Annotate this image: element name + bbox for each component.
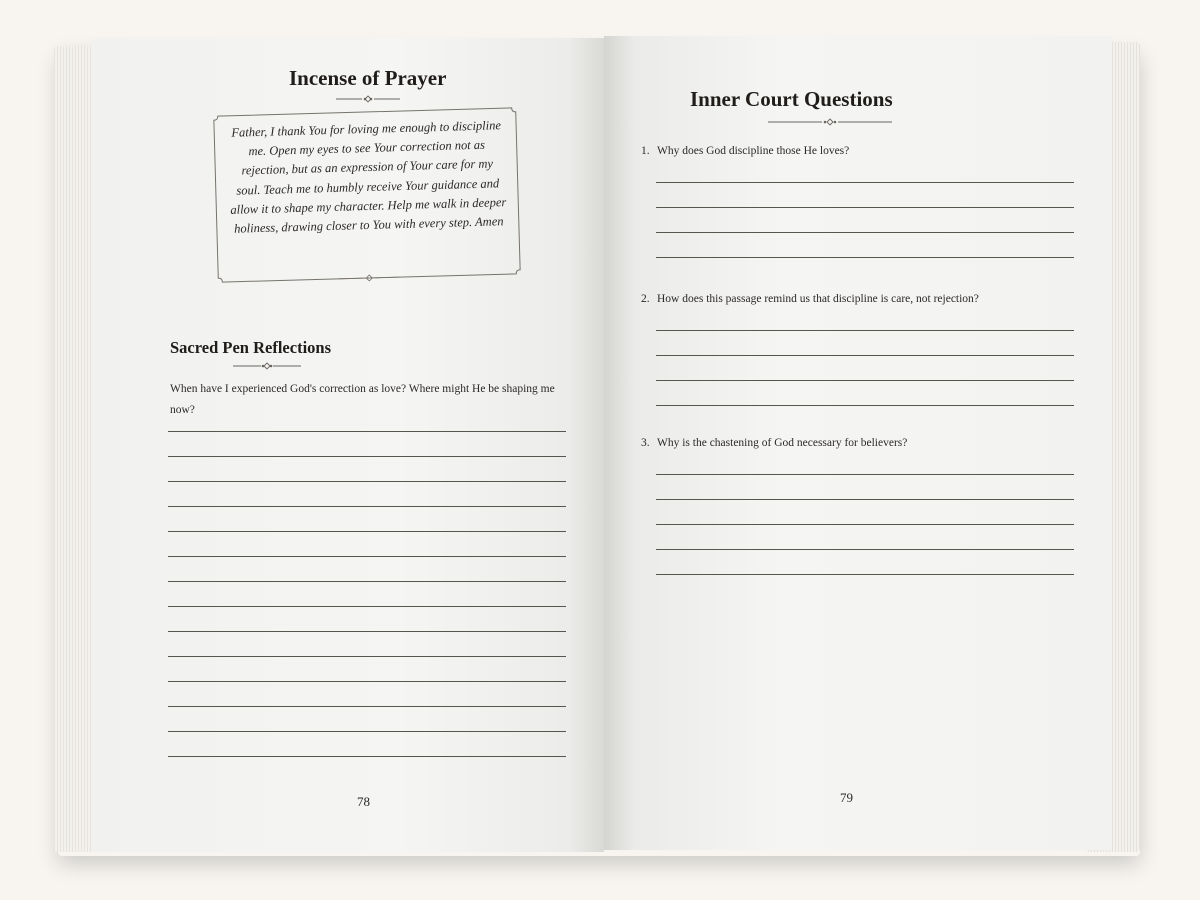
prayer-title-ornament: [336, 95, 400, 103]
page-number-right: 79: [840, 790, 853, 805]
reflection-writing-line[interactable]: [168, 706, 566, 707]
reflection-prompt: When have I experienced God's correction as love? Where might He be shaping me now?: [170, 383, 555, 416]
reflection-writing-line[interactable]: [168, 506, 566, 507]
reflection-writing-line[interactable]: [168, 606, 566, 607]
question-number: 1.: [641, 145, 650, 157]
answer-line[interactable]: [656, 182, 1074, 183]
reflection-title: Sacred Pen Reflections: [170, 338, 331, 357]
answer-line[interactable]: [656, 574, 1074, 575]
question-text: How does this passage remind us that discipline is care, not rejection?: [657, 293, 979, 305]
reflection-writing-line[interactable]: [168, 581, 566, 582]
reflection-writing-line[interactable]: [168, 631, 566, 632]
prayer-box: [208, 104, 527, 287]
page-number-left: 78: [357, 794, 370, 809]
answer-line[interactable]: [656, 380, 1074, 381]
prayer-text: Father, I thank You for loving me enough to discipline me. Open my eyes to see Your correction not as rejection, but as an expression of Your care for my soul. Teach me to humbly receive Your guidance and allow it to shape my character. Help me walk in deeper holiness, drawing closer to You with every step. Amen: [230, 118, 507, 236]
question-number: 3.: [641, 437, 650, 449]
answer-line[interactable]: [656, 232, 1074, 233]
answer-line[interactable]: [656, 330, 1074, 331]
reflection-title-ornament: [233, 362, 301, 370]
reflection-writing-line[interactable]: [168, 681, 566, 682]
reflection-writing-line[interactable]: [168, 656, 566, 657]
question-item: [641, 293, 979, 305]
answer-line[interactable]: [656, 524, 1074, 525]
reflection-writing-line[interactable]: [168, 431, 566, 432]
reflection-writing-line[interactable]: [168, 456, 566, 457]
answer-line[interactable]: [656, 257, 1074, 258]
questions-title-ornament: [768, 118, 892, 126]
question-text: Why is the chastening of God necessary for believers?: [657, 437, 908, 449]
questions-title: Inner Court Questions: [690, 87, 893, 111]
answer-line[interactable]: [656, 474, 1074, 475]
question-text: Why does God discipline those He loves?: [657, 145, 850, 157]
answer-line[interactable]: [656, 207, 1074, 208]
reflection-writing-line[interactable]: [168, 556, 566, 557]
reflection-writing-line[interactable]: [168, 481, 566, 482]
question-number: 2.: [641, 293, 650, 305]
answer-line[interactable]: [656, 549, 1074, 550]
answer-line[interactable]: [656, 405, 1074, 406]
answer-line[interactable]: [656, 355, 1074, 356]
reflection-writing-line[interactable]: [168, 731, 566, 732]
reflection-writing-line[interactable]: [168, 756, 566, 757]
reflection-writing-line[interactable]: [168, 531, 566, 532]
prayer-title: Incense of Prayer: [289, 66, 447, 90]
question-item: [641, 437, 907, 449]
answer-line[interactable]: [656, 499, 1074, 500]
question-item: [641, 145, 849, 157]
